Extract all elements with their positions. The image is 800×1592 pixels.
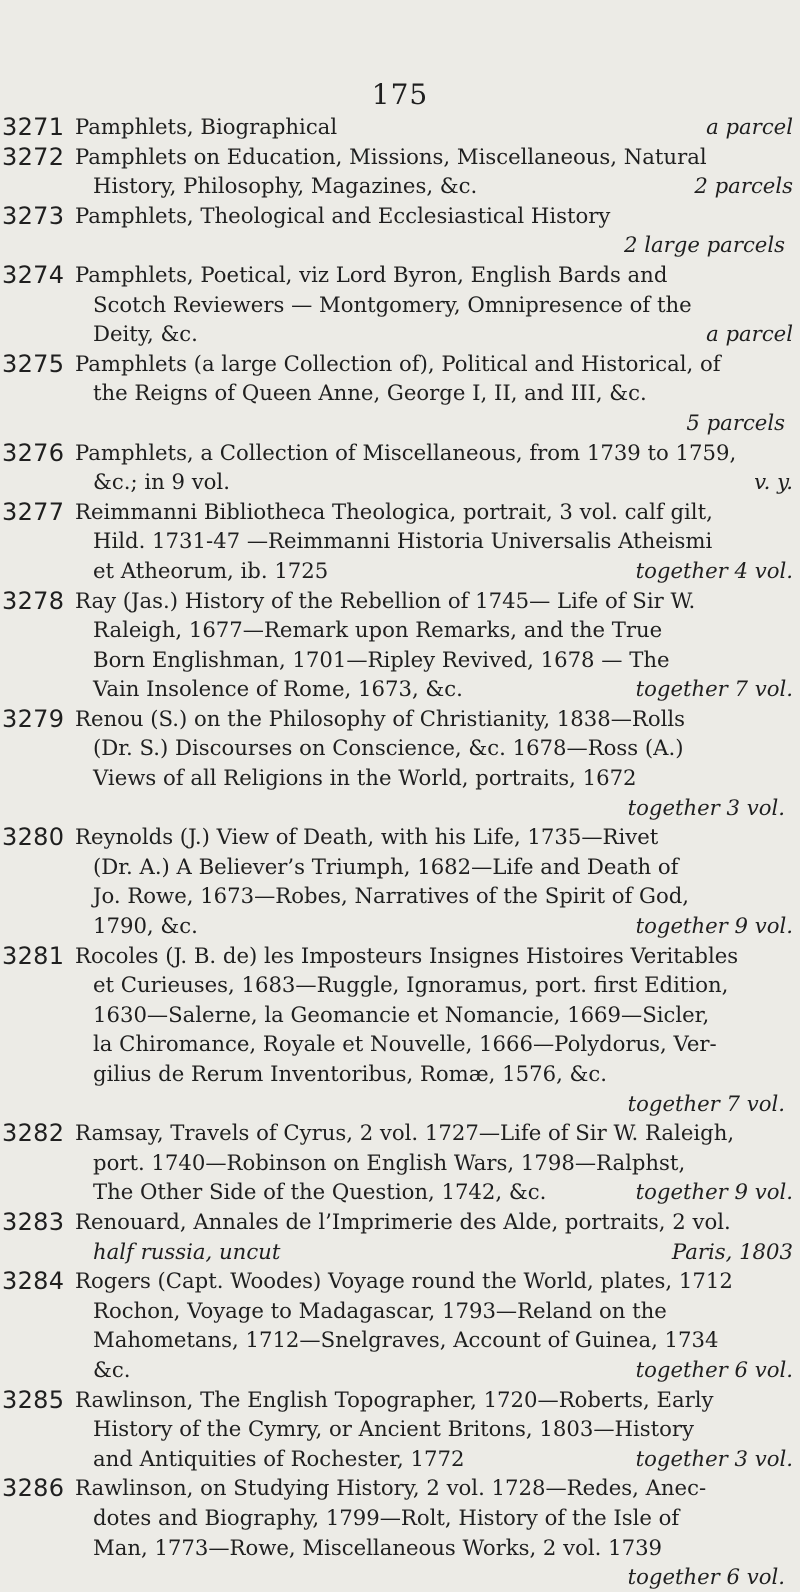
entry-text: &c. [93,1356,131,1382]
entry-line [75,349,793,379]
lot-quantity: 2 parcels [694,173,793,199]
entry-description [75,201,793,260]
entry-line [75,467,793,497]
lot-number: 3285 [2,1385,65,1414]
lot-quantity: together 7 vol. [627,1090,785,1116]
entry-text: Pamphlets, a Collection of Miscellaneous, from 1739 to 1759, [75,439,737,465]
catalogue-entry [0,349,800,438]
entry-description [75,941,793,1119]
lot-quantity: 2 large parcels [624,232,785,258]
entry-line [75,290,793,320]
lot-number: 3274 [2,260,65,289]
entry-text: Ray (Jas.) History of the Rebellion of 1745— Life of Sir W. [75,587,696,613]
lot-number: 3276 [2,438,65,467]
entry-line [75,112,793,142]
entry-text: Man, 1773—Rowe, Miscellaneous Works, 2 vol. 1739 [93,1534,663,1560]
entry-line [75,1000,793,1030]
catalogue-entry [0,704,800,822]
entry-line [75,674,793,704]
catalogue-entry [0,586,800,704]
lot-quantity: together 7 vol. [635,676,793,702]
entry-line [75,1266,793,1296]
catalogue-entry [0,1266,800,1384]
entry-line [75,319,793,349]
entry-description [75,260,793,349]
entry-line [75,497,793,527]
catalogue-entry [0,438,800,497]
entry-description [75,586,793,704]
catalogue-entries [0,112,800,1592]
entry-text: Pamphlets, Biographical [75,114,338,139]
lot-number: 3282 [2,1119,65,1148]
catalogue-entry [0,1207,800,1266]
entry-line [75,704,793,734]
entry-line [75,1118,793,1148]
entry-description [75,1207,793,1266]
lot-quantity: together 6 vol. [635,1356,793,1382]
lot-number: 3280 [2,823,65,852]
page-number: 175 [371,78,429,111]
entry-line [75,852,793,882]
entry-text: Pamphlets on Education, Missions, Miscellaneous, Natural [75,143,707,169]
lot-quantity: together 4 vol. [635,557,793,583]
entry-line [75,1444,793,1474]
catalogue-entry [0,1473,800,1591]
entry-line [75,1059,793,1089]
entry-text: Jo. Rowe, 1673—Robes, Narratives of the Spirit of God, [93,883,690,909]
entry-description [75,1118,793,1207]
entry-line [75,1355,793,1385]
entry-description [75,349,793,438]
entry-text: Deity, &c. [93,321,198,347]
entry-line [75,822,793,852]
catalogue-entry [0,142,800,201]
entry-text: Hild. 1731-47 —Reimmanni Historia Universalis Atheismi [93,528,713,554]
entry-text: la Chiromance, Royale et Nouvelle, 1666—Polydorus, Ver- [93,1031,717,1057]
catalogue-entry [0,1118,800,1207]
entry-line [75,970,793,1000]
lot-quantity: together 9 vol. [635,913,793,939]
entry-text: Mahometans, 1712—Snelgraves, Account of Guinea, 1734 [93,1327,719,1353]
entry-line [75,586,793,616]
entry-text: Pamphlets, Poetical, viz Lord Byron, English Bards and [75,261,668,287]
entry-line [75,911,793,941]
entry-description [75,438,793,497]
entry-line [75,1148,793,1178]
entry-line [75,941,793,971]
lot-number: 3284 [2,1267,65,1296]
entry-text: Rogers (Capt. Woodes) Voyage round the World, plates, 1712 [75,1268,733,1294]
entry-line [75,230,793,260]
entry-text: The Other Side of the Question, 1742, &c. [93,1179,547,1205]
entry-text: and Antiquities of Rochester, 1772 [93,1445,465,1471]
entry-line [75,1473,793,1503]
catalogue-entry [0,822,800,940]
entry-text: Rawlinson, on Studying History, 2 vol. 1728—Redes, Anec- [75,1475,707,1501]
lot-number: 3273 [2,201,65,230]
entry-text: (Dr. A.) A Believer’s Triumph, 1682—Life and Death of [93,853,679,879]
entry-text: Raleigh, 1677—Remark upon Remarks, and the True [93,617,663,643]
entry-line [75,1325,793,1355]
entry-text: Born Englishman, 1701—Ripley Revived, 1678 — The [93,646,670,672]
entry-text: Pamphlets (a large Collection of), Political and Historical, of [75,350,721,376]
lot-number: 3279 [2,704,65,733]
entry-text: Rochon, Voyage to Madagascar, 1793—Reland on the [93,1297,667,1323]
entry-text: 1630—Salerne, la Geomancie et Nomancie, 1669—Sicler, [93,1001,710,1027]
entry-text: Reynolds (J.) View of Death, with his Life, 1735—Rivet [75,824,659,850]
lot-number: 3278 [2,586,65,615]
entry-text: dotes and Biography, 1799—Rolt, History of the Isle of [93,1504,680,1530]
entry-line [75,1029,793,1059]
lot-number: 3281 [2,941,65,970]
catalogue-entry [0,1385,800,1474]
lot-quantity: a parcel [706,114,793,139]
entry-line [75,1562,793,1592]
lot-quantity: v. y. [754,469,793,495]
entry-text: Rawlinson, The English Topographer, 1720—Roberts, Early [75,1386,714,1412]
catalogue-entry [0,201,800,260]
entry-line [75,142,793,172]
entry-description [75,1266,793,1384]
entry-line [75,1237,793,1267]
lot-quantity: together 6 vol. [627,1564,785,1590]
entry-description [75,142,793,201]
catalogue-entry [0,497,800,586]
entry-line [75,1089,793,1119]
entry-line [75,260,793,290]
entry-description [75,497,793,586]
lot-number: 3277 [2,497,65,526]
entry-text: Ramsay, Travels of Cyrus, 2 vol. 1727—Life of Sir W. Raleigh, [75,1120,735,1146]
entry-line [75,526,793,556]
entry-text: port. 1740—Robinson on English Wars, 1798—Ralphst, [93,1149,686,1175]
entry-line [75,1207,793,1237]
lot-quantity: a parcel [706,321,793,347]
lot-quantity: together 9 vol. [635,1179,793,1205]
catalogue-entry [0,112,800,142]
entry-text: gilius de Rerum Inventoribus, Romæ, 1576, &c. [93,1061,608,1086]
entry-text: half russia, uncut [93,1238,281,1264]
lot-quantity: together 3 vol. [627,794,785,820]
entry-text: Views of all Religions in the World, portraits, 1672 [93,765,637,791]
entry-description [75,704,793,822]
entry-line [75,645,793,675]
entry-line [75,793,793,823]
entry-text: &c.; in 9 vol. [93,469,230,495]
entry-line [75,408,793,438]
lot-quantity: Paris, 1803 [671,1238,793,1264]
entry-line [75,881,793,911]
entry-text: et Curieuses, 1683—Ruggle, Ignoramus, port. first Edition, [93,972,729,998]
entry-text: the Reigns of Queen Anne, George I, II, and III, &c. [93,380,647,406]
lot-number: 3286 [2,1474,65,1503]
catalogue-entry [0,260,800,349]
entry-line [75,1177,793,1207]
entry-line [75,1385,793,1415]
entry-line [75,1503,793,1533]
entry-text: et Atheorum, ib. 1725 [93,557,329,583]
lot-quantity: 5 parcels [686,409,785,435]
entry-text: Reimmanni Bibliotheca Theologica, portrait, 3 vol. calf gilt, [75,498,713,524]
entry-line [75,1414,793,1444]
entry-text: Renouard, Annales de l’Imprimerie des Alde, portraits, 2 vol. [75,1208,731,1234]
entry-line [75,1296,793,1326]
entry-text: History, Philosophy, Magazines, &c. [93,173,478,199]
entry-text: 1790, &c. [93,913,198,939]
entry-line [75,763,793,793]
entry-text: Pamphlets, Theological and Ecclesiastical History [75,202,611,228]
lot-number: 3275 [2,349,65,378]
entry-line [75,733,793,763]
entry-description [75,1385,793,1474]
entry-line [75,171,793,201]
lot-number: 3283 [2,1207,65,1236]
catalogue-entry [0,941,800,1119]
entry-line [75,378,793,408]
entry-description [75,112,793,142]
lot-number: 3271 [2,113,65,141]
lot-quantity: together 3 vol. [635,1445,793,1471]
entry-description [75,822,793,940]
entry-text: History of the Cymry, or Ancient Britons, 1803—History [93,1416,694,1442]
entry-text: Scotch Reviewers — Montgomery, Omnipresence of the [93,291,692,317]
entry-line [75,201,793,231]
lot-number: 3272 [2,142,65,171]
entry-text: Vain Insolence of Rome, 1673, &c. [93,676,463,702]
entry-description [75,1473,793,1591]
entry-line [75,438,793,468]
entry-line [75,615,793,645]
entry-text: Renou (S.) on the Philosophy of Christianity, 1838—Rolls [75,705,686,731]
entry-line [75,1533,793,1563]
entry-text: Rocoles (J. B. de) les Imposteurs Insignes Histoires Veritables [75,942,739,968]
entry-text: (Dr. S.) Discourses on Conscience, &c. 1678—Ross (A.) [93,735,684,761]
entry-line [75,556,793,586]
